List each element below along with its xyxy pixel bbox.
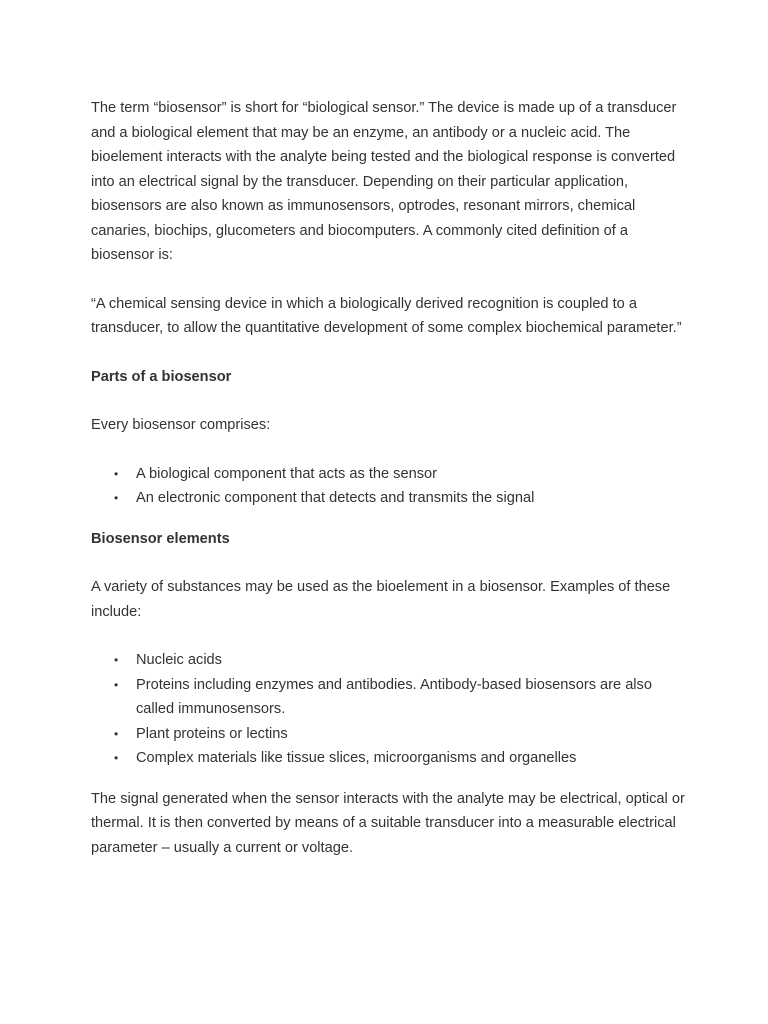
list-item	[114, 746, 691, 771]
section-heading-elements: Biosensor elements	[91, 530, 230, 547]
list-item	[114, 462, 691, 487]
section-heading-parts: Parts of a biosensor	[91, 368, 232, 385]
bullet-icon: •	[114, 466, 119, 481]
bullet-icon: •	[114, 726, 119, 741]
closing-paragraph: The signal generated when the sensor interacts with the analyte may be electrical, optical or thermal. It is then converted by means of a suitable transducer into a measurable electrical parameter – usually a current or voltage.	[91, 790, 685, 856]
parts-intro: Every biosensor comprises:	[91, 417, 271, 433]
list-item	[114, 673, 691, 722]
list-item-text: Nucleic acids	[136, 652, 222, 668]
list-item-text: Proteins including enzymes and antibodies. Antibody-based biosensors are also called immunosensors.	[136, 676, 652, 717]
bullet-icon: •	[114, 677, 119, 692]
elements-intro: A variety of substances may be used as the bioelement in a biosensor. Examples of these include:	[91, 579, 671, 620]
document-body	[91, 96, 691, 884]
list-item	[114, 722, 691, 747]
list-item-text: Plant proteins or lectins	[136, 725, 288, 742]
definition-quote: “A chemical sensing device in which a biologically derived recognition is coupled to a transducer, to allow the quantitative development of some complex biochemical parameter.”	[91, 295, 682, 336]
bullet-icon: •	[114, 653, 119, 667]
bullet-icon: •	[114, 491, 119, 505]
bullet-icon: •	[114, 751, 119, 765]
parts-list	[91, 462, 691, 511]
list-item-text: A biological component that acts as the sensor	[136, 465, 437, 482]
list-item-text: Complex materials like tissue slices, microorganisms and organelles	[136, 750, 577, 766]
list-item	[114, 648, 691, 673]
list-item	[114, 486, 691, 511]
elements-list	[91, 648, 691, 771]
intro-paragraph: The term “biosensor” is short for “biological sensor.” The device is made up of a transducer and a biological element that may be an enzyme, an antibody or a nucleic acid. The bioelement interacts with the analyte being tested and the biological response is converted into an electrical signal by the transducer. Depending on their particular application, biosensors are also known as immunosensors, optrodes, resonant mirrors, chemical canaries, biochips, glucometers and biocomputers. A commonly cited definition of a biosensor is:	[91, 100, 677, 263]
list-item-text: An electronic component that detects and transmits the signal	[136, 490, 535, 506]
